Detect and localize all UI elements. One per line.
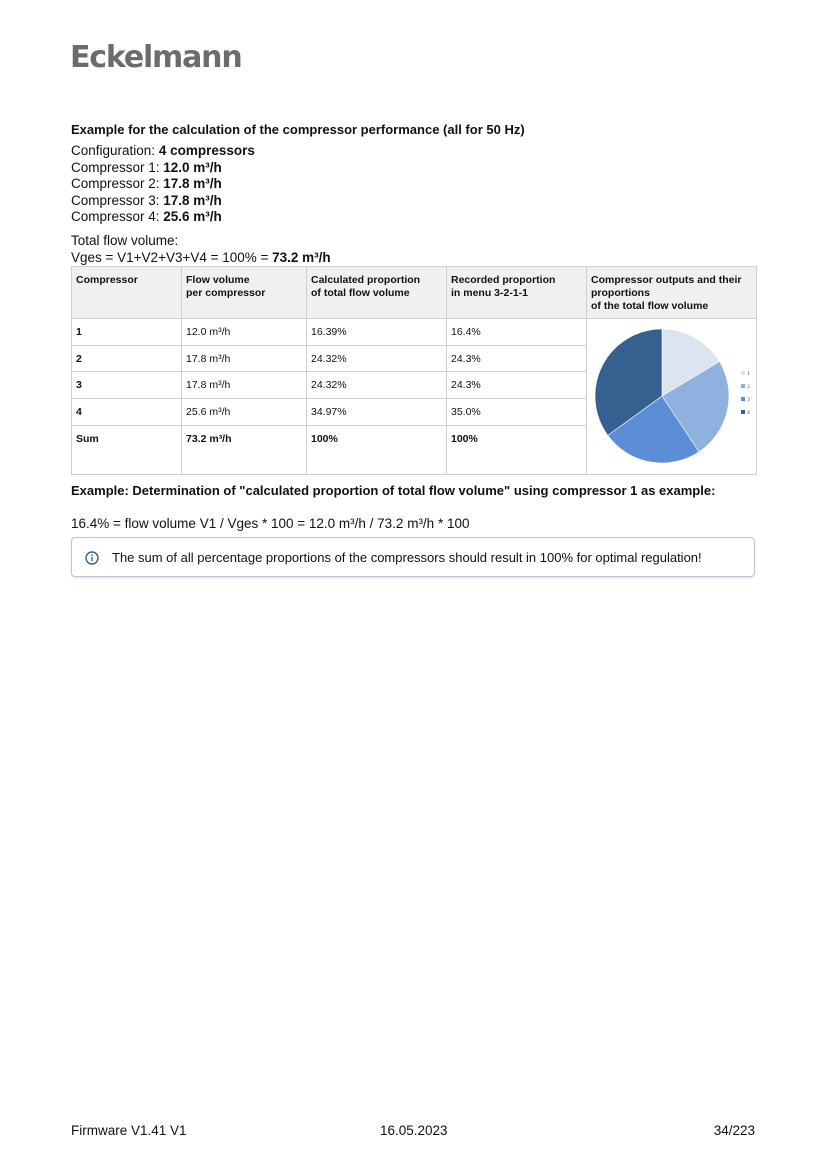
header-line: of the total flow volume <box>591 300 709 312</box>
legend-swatch-2 <box>741 384 745 388</box>
example-heading: Example: Determination of "calculated proportion of total flow volume" using compressor 1 as example: <box>71 483 716 498</box>
calculated-cell: 24.32% <box>307 345 447 372</box>
compressor-value: 12.0 m³/h <box>163 159 222 175</box>
info-box <box>71 537 755 577</box>
recorded-cell: 24.3% <box>447 372 587 399</box>
compressor-line <box>71 193 255 210</box>
configuration-block <box>71 143 255 226</box>
header-line: Recorded proportion <box>451 274 556 286</box>
column-header <box>72 267 182 319</box>
table-row <box>72 319 757 346</box>
header-line: in menu 3-2-1-1 <box>451 287 529 299</box>
total-flow-formula: Vges = V1+V2+V3+V4 = 100% = <box>71 249 273 265</box>
legend-label-2: 2 <box>747 384 751 390</box>
header-line: Compressor outputs and their <box>591 274 742 286</box>
compressor-label: Compressor 4: <box>71 209 164 224</box>
calculated-cell: 34.97% <box>307 399 447 426</box>
total-flow-value: 73.2 m³/h <box>272 249 331 265</box>
legend-swatch-4 <box>741 410 745 414</box>
configuration-label: Configuration: <box>71 143 159 158</box>
header-line: of total flow volume <box>311 287 410 299</box>
flow-cell: 25.6 m³/h <box>182 399 307 426</box>
company-logo: Eckelmann <box>70 40 242 75</box>
compressor-label: Compressor 1: <box>71 159 164 175</box>
compressor-value: 17.8 m³/h <box>163 176 222 191</box>
header-line: proportions <box>591 287 650 299</box>
footer-date: 16.05.2023 <box>380 1123 448 1138</box>
legend-label-3: 3 <box>747 397 751 403</box>
column-header <box>307 267 447 319</box>
flow-cell: 12.0 m³/h <box>182 319 307 346</box>
example-formula: 16.4% = flow volume V1 / Vges * 100 = 12.0 m³/h / 73.2 m³/h * 100 <box>71 516 470 531</box>
compressor-label: Compressor 3: <box>71 192 164 208</box>
recorded-cell: 24.3% <box>447 345 587 372</box>
footer-page: 34/223 <box>713 1123 755 1138</box>
column-header <box>587 267 757 319</box>
compressor-cell: 3 <box>72 372 182 399</box>
configuration-line <box>71 143 255 160</box>
compressor-label: Compressor 2: <box>71 176 164 191</box>
compressor-cell: 1 <box>72 319 182 346</box>
header-line: per compressor <box>186 287 266 299</box>
pie-chart <box>587 319 755 471</box>
total-flow-block <box>71 233 331 266</box>
info-message: The sum of all percentage proportions of the compressors should result in 100% for optimal regulation! <box>112 550 702 565</box>
table-header-row <box>72 267 757 319</box>
compressor-value: 25.6 m³/h <box>163 209 222 224</box>
calculated-cell: 16.39% <box>307 319 447 346</box>
legend-label-1: 1 <box>747 371 751 377</box>
column-header <box>447 267 587 319</box>
sum-recorded-cell: 100% <box>447 425 587 474</box>
footer-firmware: Firmware V1.41 V1 <box>71 1123 187 1138</box>
calculated-cell: 24.32% <box>307 372 447 399</box>
sum-flow-cell: 73.2 m³/h <box>182 425 307 474</box>
total-flow-formula-line <box>71 250 331 267</box>
compressor-line <box>71 160 255 177</box>
section-heading: Example for the calculation of the compressor performance (all for 50 Hz) <box>71 122 525 137</box>
compressor-line <box>71 176 255 193</box>
compressor-value: 17.8 m³/h <box>163 192 222 208</box>
compressor-table <box>71 266 757 475</box>
total-flow-label: Total flow volume: <box>71 233 179 248</box>
compressor-line <box>71 209 255 226</box>
flow-cell: 17.8 m³/h <box>182 345 307 372</box>
header-line: Compressor <box>76 274 138 286</box>
sum-calculated-cell: 100% <box>307 425 447 474</box>
header-line: Flow volume <box>186 274 250 286</box>
compressor-cell: 4 <box>72 399 182 426</box>
legend-swatch-1 <box>741 371 745 375</box>
flow-cell: 17.8 m³/h <box>182 372 307 399</box>
configuration-value: 4 compressors <box>158 143 255 158</box>
legend-swatch-3 <box>741 397 745 401</box>
recorded-cell: 16.4% <box>447 319 587 346</box>
info-icon <box>85 551 99 570</box>
recorded-cell: 35.0% <box>447 399 587 426</box>
column-header <box>182 267 307 319</box>
legend-label-4: 4 <box>747 410 751 416</box>
header-line: Calculated proportion <box>311 274 421 286</box>
pie-chart-cell <box>587 319 757 475</box>
sum-label-cell: Sum <box>72 425 182 474</box>
compressor-cell: 2 <box>72 345 182 372</box>
